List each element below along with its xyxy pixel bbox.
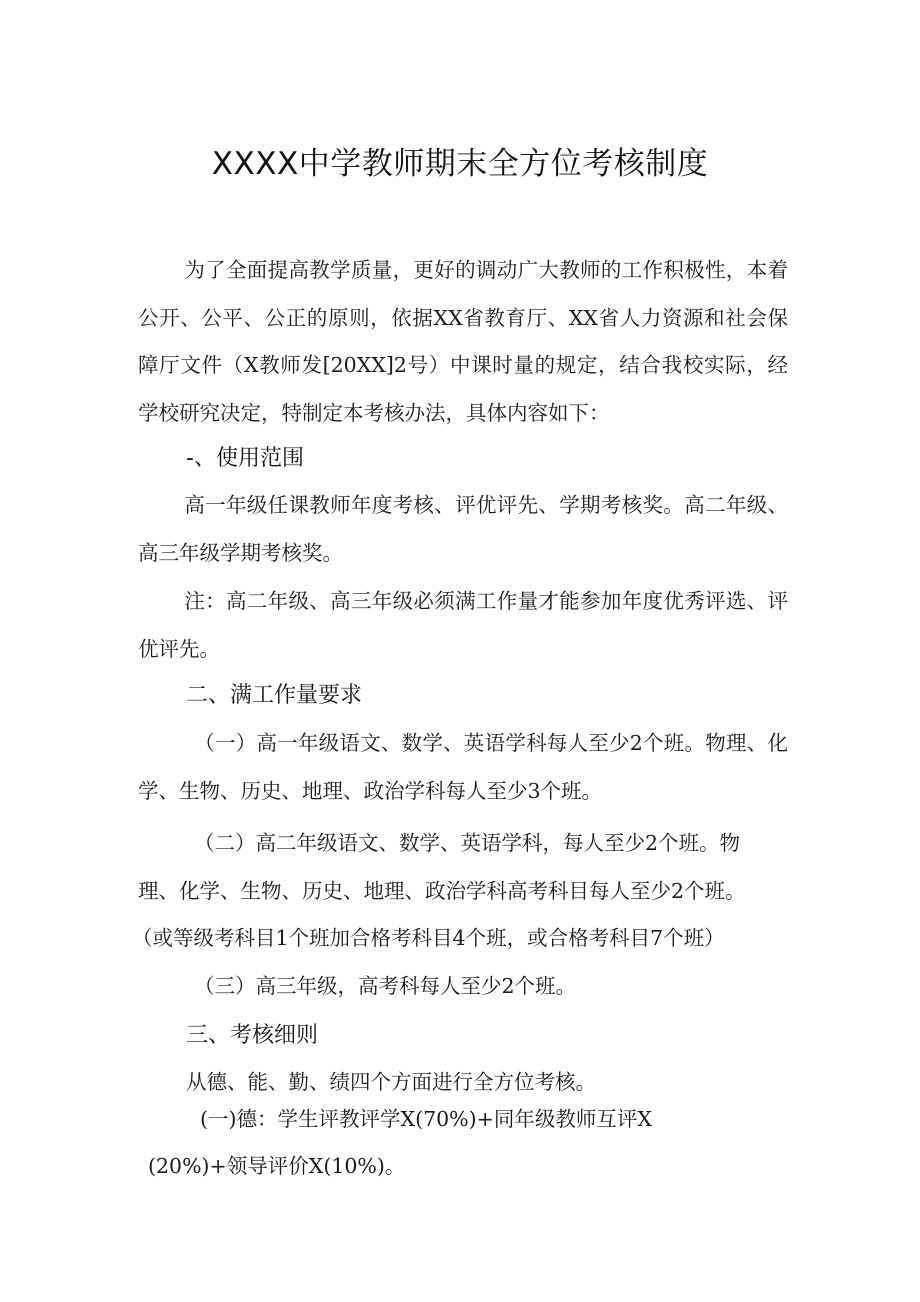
section-3-heading: 三、考核细则	[186, 1023, 319, 1048]
section-3-item-1-line-2: (20%)+领导评价X(10%)。	[148, 1154, 406, 1178]
section-2-item-2-line-2: 理、化学、生物、历史、地理、政治学科高考科目每人至少2个班。	[138, 879, 746, 903]
section-2-item-3: （三）高三年级，高考科每人至少2个班。	[194, 974, 577, 998]
section-2-item-1-text: （一）高一年级语文、数学、英语学科每人至少2个班。物理、化学、生物、历史、地理、政治学科每人至少3个班。	[138, 731, 788, 803]
section-1-paragraph-1	[138, 482, 788, 577]
section-2-item-2-line-3: （或等级考科目1个班加合格考科目4个班，或合格考科目7个班）	[132, 926, 725, 950]
intro-text: 为了全面提高教学质量，更好的调动广大教师的工作积极性，本着公开、公平、公正的原则，依据XX省教育厅、XX省人力资源和社会保障厅文件（X教师发[20XX]2号）中课时量的规定，结合我校实际，经学校研究决定，特制定本考核办法，具体内容如下：	[138, 258, 788, 425]
section-3-item-1-line-1: (一)德：学生评教评学X(70%)+同年级教师互评X	[200, 1107, 652, 1131]
section-2-item-2-line-1: （二）高二年级语文、数学、英语学科，每人至少2个班。物	[194, 831, 741, 855]
intro-paragraph	[138, 247, 788, 437]
section-2-item-1	[138, 720, 788, 815]
section-3-paragraph-1: 从德、能、勤、绩四个方面进行全方位考核。	[186, 1070, 596, 1094]
document-title: XXXX中学教师期末全方位考核制度	[211, 146, 709, 182]
section-1-note	[138, 578, 788, 673]
section-2-heading: 二、满工作量要求	[186, 683, 363, 708]
section-1-note-text: 注：高二年级、高三年级必须满工作量才能参加年度优秀评选、评优评先。	[138, 589, 788, 661]
section-1-text-1: 高一年级任课教师年度考核、评优评先、学期考核奖。高二年级、高三年级学期考核奖。	[138, 493, 788, 565]
section-1-heading: -、使用范围	[186, 446, 304, 471]
